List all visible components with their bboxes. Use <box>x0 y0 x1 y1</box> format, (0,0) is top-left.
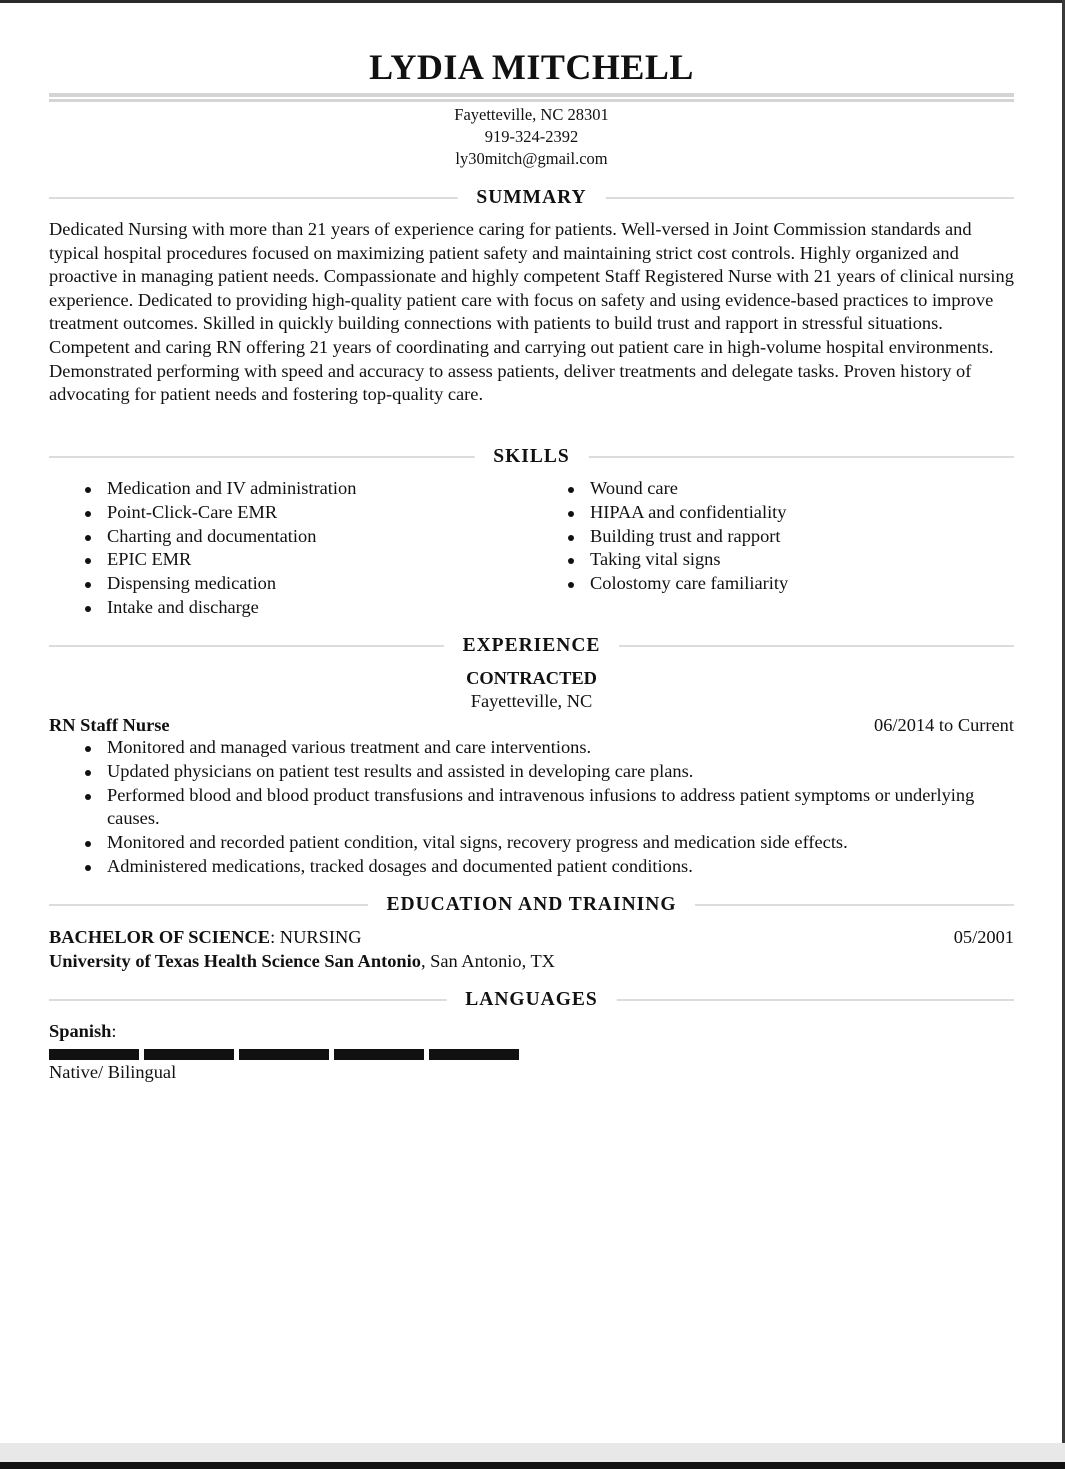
page-bottom-border <box>0 1462 1065 1469</box>
employer-location: Fayetteville, NC <box>470 691 593 711</box>
job-duty-item: Monitored and managed various treatment and care interventions. <box>49 736 1014 760</box>
languages-heading: LANGUAGES <box>446 988 617 1012</box>
experience-heading: EXPERIENCE <box>444 634 620 658</box>
job-duty-item: Monitored and recorded patient condition, vital signs, recovery progress and medication side effects. <box>49 831 1014 855</box>
skill-item: Dispensing medication <box>49 572 356 596</box>
proficiency-segment <box>144 1049 234 1060</box>
job-duty-item: Updated physicians on patient test results and assisted in developing care plans. <box>49 760 1014 784</box>
language-row <box>49 1019 1014 1043</box>
job-duties-list <box>49 736 1014 879</box>
job-duty-item: Administered medications, tracked dosages and documented patient conditions. <box>49 855 1014 879</box>
degree-date: 05/2001 <box>953 927 1014 947</box>
degree-separator: : <box>270 927 280 947</box>
job-header <box>49 713 1014 737</box>
proficiency-segment <box>239 1049 329 1060</box>
skill-item: Wound care <box>532 477 788 501</box>
skills-section-header <box>49 445 1014 469</box>
skill-item: EPIC EMR <box>49 548 356 572</box>
languages-section-header <box>49 988 1014 1012</box>
skill-item: HIPAA and confidentiality <box>532 501 788 525</box>
skill-item: Medication and IV administration <box>49 477 356 501</box>
summary-heading: SUMMARY <box>457 186 605 210</box>
employer-name: CONTRACTED <box>466 668 597 688</box>
skill-item: Point-Click-Care EMR <box>49 501 356 525</box>
degree-field: NURSING <box>279 927 362 947</box>
skill-item: Taking vital signs <box>532 548 788 572</box>
skills-list-right <box>532 477 788 596</box>
degree-row <box>49 925 1014 949</box>
language-level: Native/ Bilingual <box>49 1062 177 1082</box>
job-title: RN Staff Nurse <box>49 715 170 735</box>
skill-item: Charting and documentation <box>49 525 356 549</box>
skill-item: Colostomy care familiarity <box>532 572 788 596</box>
proficiency-segment <box>429 1049 519 1060</box>
summary-section-header <box>49 186 1014 210</box>
job-dates: 06/2014 to Current <box>874 715 1014 735</box>
skills-list-left <box>49 477 356 620</box>
school-location: , San Antonio, TX <box>420 951 555 971</box>
contact-address: Fayetteville, NC 28301 <box>454 105 609 124</box>
contact-email: ly30mitch@gmail.com <box>455 149 608 168</box>
top-border <box>0 0 1065 3</box>
name-divider <box>49 93 1014 97</box>
skill-item: Building trust and rapport <box>532 525 788 549</box>
language-colon: : <box>111 1021 117 1041</box>
job-duty-item: Performed blood and blood product transfusions and intravenous infusions to address patient symptoms or underlying causes. <box>49 784 1014 832</box>
school-name: University of Texas Health Science San Antonio <box>49 951 421 971</box>
skill-item: Intake and discharge <box>49 596 356 620</box>
education-section-header <box>49 893 1014 917</box>
name-divider-secondary <box>49 99 1014 102</box>
degree-name: BACHELOR OF SCIENCE <box>49 927 271 947</box>
experience-section-header <box>49 634 1014 658</box>
education-heading: EDUCATION AND TRAINING <box>368 893 696 917</box>
skills-heading: SKILLS <box>474 445 588 469</box>
language-name: Spanish <box>49 1021 112 1041</box>
proficiency-segment <box>49 1049 139 1060</box>
page-bottom-gap <box>0 1443 1065 1462</box>
school-row <box>49 949 1014 973</box>
summary-text: Dedicated Nursing with more than 21 years of experience caring for patients. Well-versed in Joint Commission standards and typical hospital procedures focused on maximizing patient safety and maintaining strict cost controls. Highly organized and proactive in managing patient needs. Compassionate and highly competent Staff Registered Nurse with 21 years of clinical nursing experience. Dedicated to providing high-quality patient care with focus on safety and using evidence-based practices to improve treatment outcomes. Skilled in quickly building connections with patients to build trust and rapport in stressful situations. Competent and caring RN offering 21 years of coordinating and carrying out patient care in high-volume hospital environments. Demonstrated performing with speed and accuracy to assess patients, deliver treatments and delegate tasks. Proven history of advocating for patient needs and fostering top-quality care. <box>49 219 1014 405</box>
candidate-name: LYDIA MITCHELL <box>369 47 694 87</box>
contact-phone: 919-324-2392 <box>484 127 579 146</box>
proficiency-segment <box>334 1049 424 1060</box>
